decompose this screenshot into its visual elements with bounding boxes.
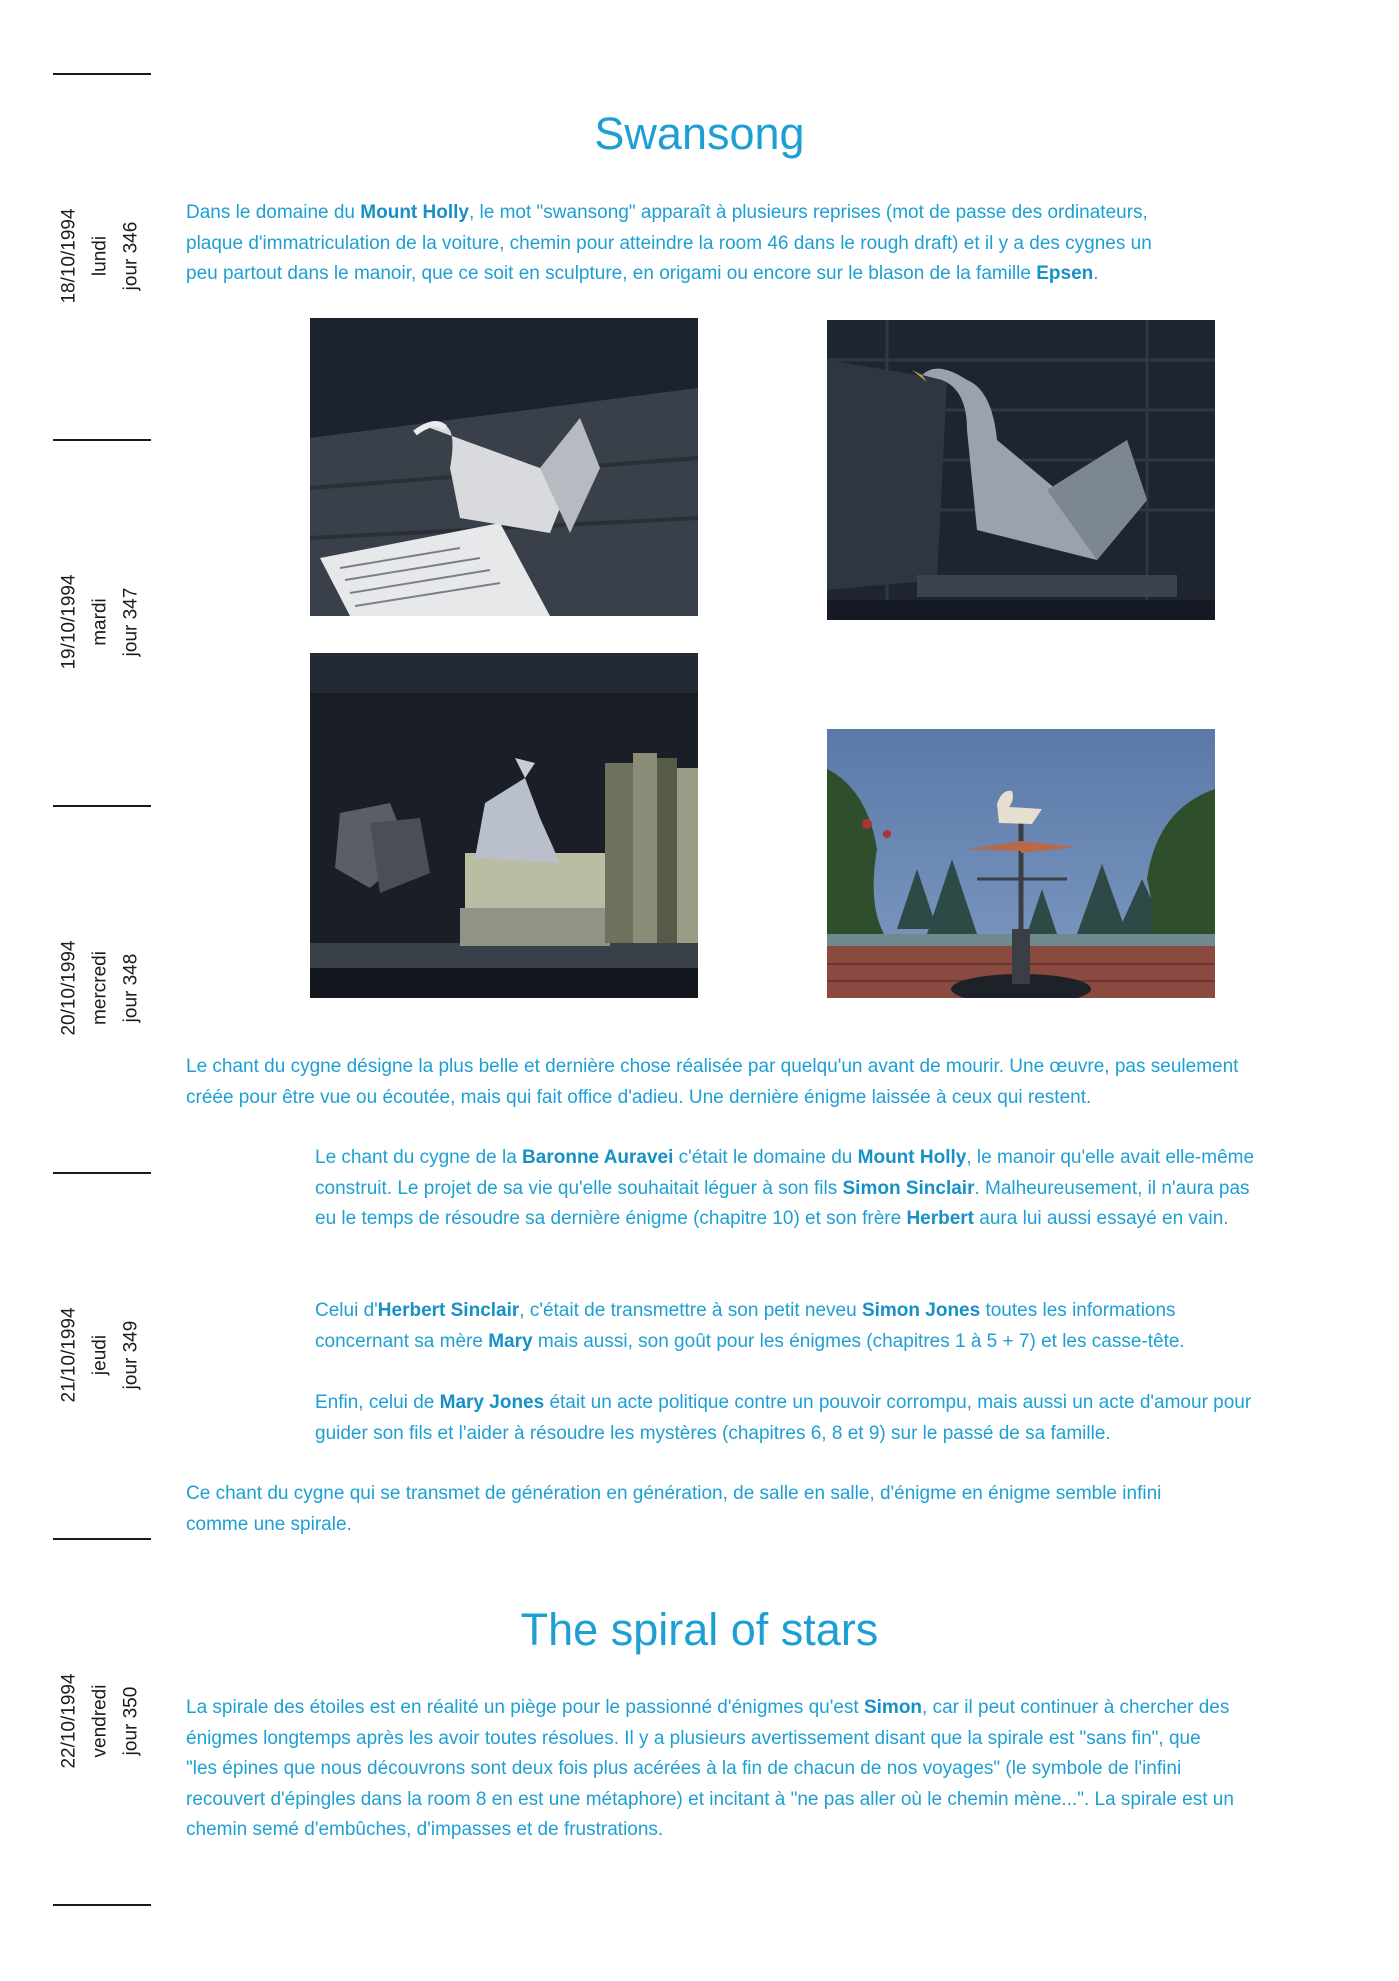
quote-paragraph-herbert: Celui d'Herbert Sinclair, c'était de transmettre à son petit neveu Simon Jones toutes les informations concernant sa mère Mary mais aussi, son goût pour les énigmes (chapitres 1 à 5 + 7) et les casse-tête. — [315, 1300, 1185, 1352]
timeline-tick — [53, 805, 151, 807]
swan-weathervane-image — [827, 729, 1215, 998]
day-date: 20/10/1994 — [58, 940, 80, 1036]
day-number: jour 347 — [120, 587, 142, 657]
day-weekday: mercredi — [89, 951, 111, 1025]
day-date: 21/10/1994 — [58, 1307, 80, 1403]
spiral-paragraph: La spirale des étoiles est en réalité un piège pour le passionné d'énigmes qu'est Simon, car il peut continuer à chercher des énigmes longtemps après les avoir toutes résolues. Il y a plusieurs avertissement disant que la spirale est "sans fin", que "les épines que nous découvrons sont deux fois plus acérées à la fin de chacun de nos voyages" (le symbole de l'infini recouvert d'épingles dans la room 8 en est une métaphore) et incitant à "ne pas aller où le chemin mène...". La spirale est un chemin semé d'embûches, d'impasses et de frustrations. — [186, 1697, 1234, 1840]
origami-swan-on-letter-image — [310, 318, 698, 616]
timeline-tick — [53, 1172, 151, 1174]
carved-swan-sculpture-image — [827, 320, 1215, 620]
day-date: 22/10/1994 — [58, 1673, 80, 1769]
quote-paragraph-mary: Enfin, celui de Mary Jones était un acte politique contre un pouvoir corrompu, mais aussi un acte d'amour pour guider son fils et l'aider à résoudre les mystères (chapitres 6, 8 et 9) sur le passé de sa famille. — [315, 1392, 1252, 1444]
timeline-tick — [53, 73, 151, 75]
day-number: jour 349 — [120, 1320, 142, 1390]
day-date: 19/10/1994 — [58, 574, 80, 670]
day-weekday: lundi — [89, 235, 111, 277]
timeline-day — [30, 472, 170, 772]
section-title-swansong: Swansong — [594, 108, 805, 159]
conclusion-paragraph: Ce chant du cygne qui se transmet de génération en génération, de salle en salle, d'énigme en énigme semble infini comme une spirale. — [186, 1483, 1162, 1535]
day-number: jour 350 — [120, 1686, 142, 1756]
definition-paragraph: Le chant du cygne désigne la plus belle et dernière chose réalisée par quelqu'un avant de mourir. Une œuvre, pas seulement créée pour être vue ou écoutée, mais qui fait office d'adieu. Une dernière énigme laissée à ceux qui restent. — [186, 1056, 1239, 1108]
timeline-day — [30, 1205, 170, 1505]
day-weekday: vendredi — [89, 1684, 111, 1758]
origami-swan-on-bookshelf-image — [310, 653, 698, 998]
day-number: jour 348 — [120, 953, 142, 1023]
day-weekday: mardi — [89, 598, 111, 646]
day-weekday: jeudi — [89, 1334, 111, 1376]
quote-paragraph-auravei: Le chant du cygne de la Baronne Auravei c'était le domaine du Mount Holly, le manoir qu'elle avait elle-même construit. Le projet de sa vie qu'elle souhaitait léguer à son fils Simon Sinclair. Malheureusement, il n'aura pas eu le temps de résoudre sa dernière énigme (chapitre 10) et son frère Herbert aura lui aussi essayé en vain. — [315, 1147, 1255, 1229]
day-number: jour 346 — [120, 221, 142, 291]
timeline-tick — [53, 1538, 151, 1540]
timeline-day — [30, 838, 170, 1138]
day-date: 18/10/1994 — [58, 208, 80, 304]
section-title-spiral-of-stars: The spiral of stars — [520, 1604, 879, 1655]
timeline-tick — [53, 1904, 151, 1906]
timeline-tick — [53, 439, 151, 441]
intro-paragraph: Dans le domaine du Mount Holly, le mot "swansong" apparaît à plusieurs reprises (mot de passe des ordinateurs, plaque d'immatriculation de la voiture, chemin pour atteindre la room 46 dans le rough draft) et il y a des cygnes un peu partout dans le manoir, que ce soit en sculpture, en origami ou encore sur le blason de la famille Epsen. — [186, 202, 1152, 284]
